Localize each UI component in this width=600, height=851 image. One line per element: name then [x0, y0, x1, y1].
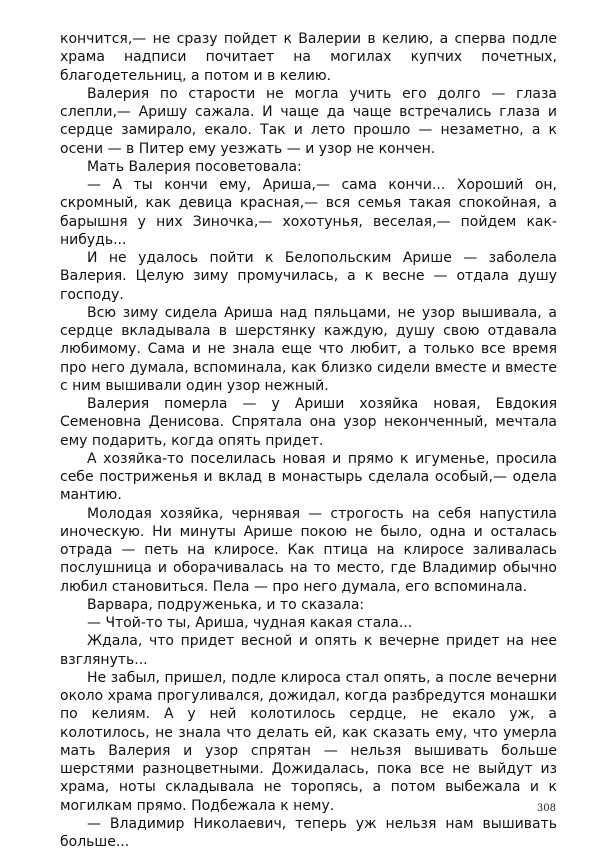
paragraph: Ждала, что придет весной и опять к вечерне придет на нее взглянуть... — [60, 633, 557, 668]
paragraph: Мать Валерия посоветовала: — [87, 158, 302, 175]
page-number: 308 — [536, 803, 556, 814]
paragraph: Всю зиму сидела Ариша над пяльцами, не узор вышивала, а сердце вкладывала в шерстянку каждую, душу свою отдавала любимому. Сама и не знала еще что любит, а только все время про него думала, вспоминала, как близко сидели вместе и вместе с ним вышивали один узор нежный. — [60, 304, 557, 394]
paragraph: — А ты кончи ему, Ариша,— сама кончи... Хороший он, скромный, как девица красная,— вся семья такая спокойная, а барышня у них Зиночка,— хохотунья, веселая,— пойдем как-нибудь... — [60, 177, 557, 248]
paragraph: Молодая хозяйка, чернявая — строгость на себя напустила иноческую. Ни минуты Арише покою не было, одна и осталась отрада — петь на клиросе. Как птица на клиросе заливалась послушница и оборачивалась на то место, где Владимир обычно любил становиться. Пела — про него думала, его вспоминала. — [60, 505, 557, 595]
paragraph: Валерия померла — у Ариши хозяйка новая, Евдокия Семеновна Денисова. Спрятала она узор неконченный, мечтала ему подарить, когда опять придет. — [60, 396, 557, 449]
paragraph: Валерия по старости не могла учить его долго — глаза слепли,— Аришу сажала. И чаще да чаще встречались глаза и сердце замирало, екало. Так и лето прошло — незаметно, а к осени — в Питер ему уезжать — и узор не кончен. — [60, 85, 557, 157]
paragraph: Варвара, подруженька, и то сказала: — [87, 596, 365, 613]
paragraph: — Чтой-то ты, Ариша, чудная какая стала... — [87, 615, 413, 631]
paragraph: — Владимир Николаевич, теперь уж нельзя нам вышивать больше... — [60, 815, 557, 850]
paragraph: А хозяйка-то поселилась новая и прямо к игуменье, просила себе постриженья и вклад в монастырь сделала особый,— одела мантию. — [60, 450, 557, 504]
paragraph: И не удалось пойти к Белопольским Арише — заболела Валерия. Целую зиму промучилась, а к весне — отдала душу господу. — [60, 250, 557, 303]
body-text — [60, 30, 557, 851]
paragraph: Не забыл, пришел, подле клироса стал опять, а после вечерни около храма прогуливался, дожидал, когда разбредутся монашки по келиям. А у ней колотилось сердце, не екало уж, а колотилось, не знала что делать ей, как сказать ему, что умерла мать Валерия и узор спрятан — нельзя вышивать больше шерстями разноцветными. Дожидалась, пока все не выйдут из храма, ноты складывала не торопясь, а потом выбежала и к могилкам прямо. Подбежала к нему. — [60, 669, 557, 814]
paragraph-continued: кончится,— не сразу пойдет к Валерии в келию, а сперва подле храма надписи почитает на могилах купчих почетных, благодетельниц, а потом и в келию. — [60, 31, 557, 84]
